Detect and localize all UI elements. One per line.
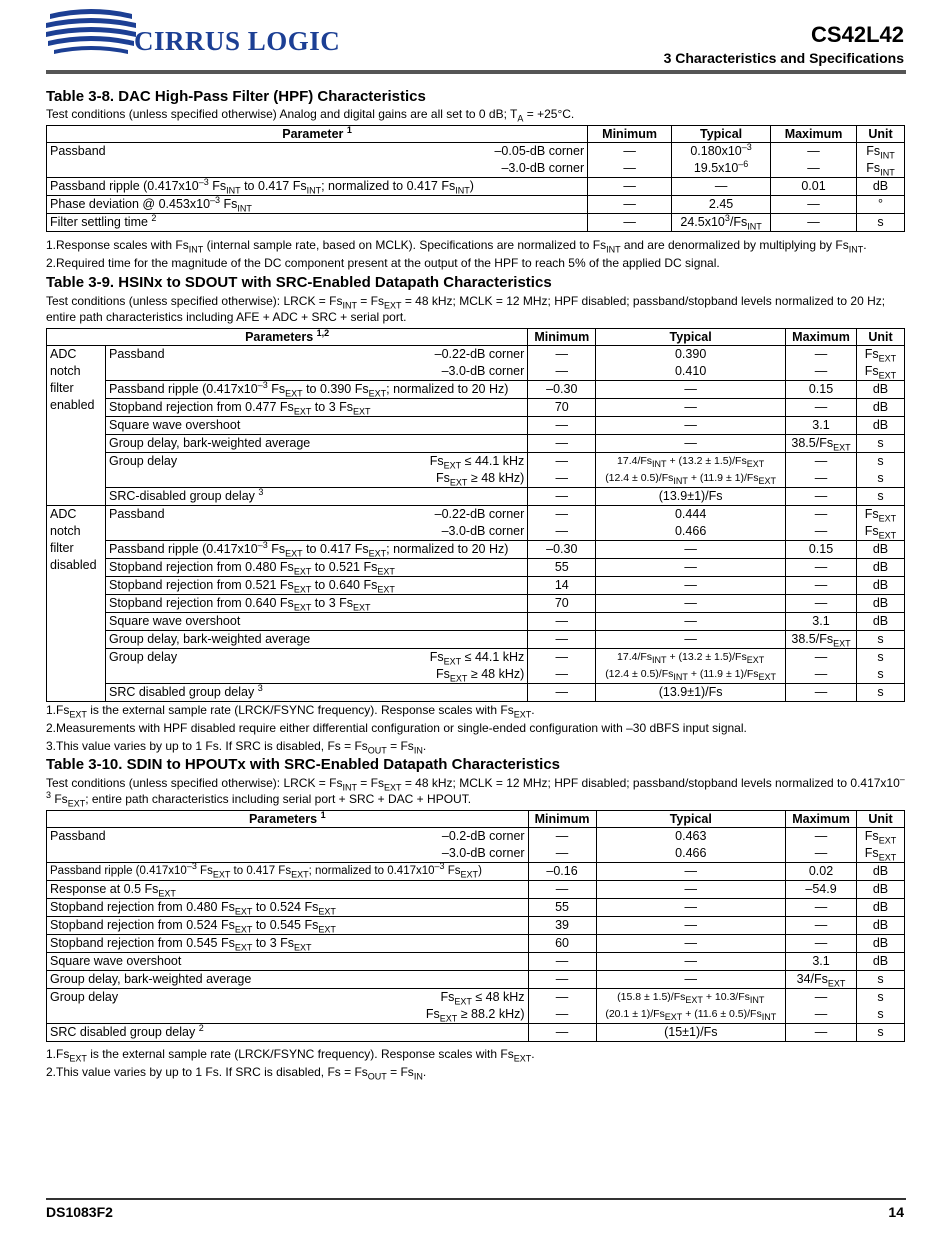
header-maximum: Maximum [786,811,857,828]
table-header-row [47,329,905,346]
table-row: Stopband rejection from 0.477 $Fs_{EXT}$ to 3 $Fs_{EXT}$ 70 — — dB [47,399,905,417]
table-row: SRC disabled group delay $^3$ — (13.9±1)/Fs — s [47,684,905,702]
table-row: Stopband rejection from 0.524 $Fs_{EXT}$ to 0.545 $Fs_{EXT}$ 39 — — dB [47,917,905,935]
table-3-9-footnotes [46,701,916,755]
table-row: Stopband rejection from 0.640 $Fs_{EXT}$ to 3 $Fs_{EXT}$ 70 — — dB [47,595,905,613]
header-maximum: Maximum [771,126,857,143]
group-label: ADC notch filter disabled [47,506,106,702]
footnote: 2.Measurements with HPF disabled require either differential configuration or single-ended configuration with –30 dBFS input signal. [46,721,747,735]
table-row: Group delay, bark-weighted average — — $34/Fs_{EXT}$ s [47,971,905,989]
table-3-10-footnotes [46,1045,916,1081]
footnote: 2.This value varies by up to 1 Fs. If SRC is disabled, $Fs = Fs_{OUT} = Fs_{IN}$. [46,1065,427,1082]
table-row: Passband ripple ($0.417x10^{-3}$ $Fs_{EXT}$ to 0.417 $Fs_{EXT}$; normalized to $0.417x10^{-3}$ $Fs_{EXT}$) –0.16 — 0.02 dB [47,863,905,881]
footnote: $1.Fs_{EXT}$ is the external sample rate (LRCK/FSYNC frequency). Response scales with $Fs_{EXT}$. [46,703,535,720]
table-row: ADC notch filter disabled Passband –0.22-dB corner –3.0-dB corner — — 0.444 0.466 — — $Fs_{EXT}$ $Fs_{EXT}$ [47,506,905,541]
header-parameters: Parameters $^{1,2}$ [47,329,528,346]
header-maximum: Maximum [786,329,857,346]
footer-rule [46,1198,906,1200]
footnote: 3.This value varies by up to 1 Fs. If SRC is disabled, $Fs = Fs_{OUT} = Fs_{IN}$. [46,739,427,756]
table-row: Stopband rejection from 0.521 $Fs_{EXT}$ to 0.640 $Fs_{EXT}$ 14 — — dB [47,577,905,595]
header-rule [46,70,906,74]
table-row: Group delay, bark-weighted average — — $38.5/Fs_{EXT}$ s [47,631,905,649]
footnote: 1.Response scales with $Fs_{INT}$ (internal sample rate, based on MCLK). Specifications are normalized to $Fs_{INT}$ and are denormalized by multiplying by $Fs_{INT}$. [46,238,867,255]
footnote: $1.Fs_{EXT}$ is the external sample rate (LRCK/FSYNC frequency). Response scales with $Fs_{EXT}$. [46,1047,535,1064]
table-row: Passband ripple ($0.417x10^{-3}$ $Fs_{EXT}$ to 0.417 $Fs_{EXT}$; normalized to 20 Hz) –0.30 — 0.15 dB [47,541,905,559]
header-typical: Typical [596,329,786,346]
table-row: Passband –0.2-dB corner –3.0-dB corner — — 0.463 0.466 — — $Fs_{EXT}$ $Fs_{EXT}$ [47,828,905,863]
table-3-9-title: Table 3-9. HSINx to SDOUT with SRC-Enabled Datapath Characteristics [46,274,552,291]
table-3-9 [46,328,905,702]
table-row: Stopband rejection from 0.480 $Fs_{EXT}$ to 0.521 $Fs_{EXT}$ 55 — — dB [47,559,905,577]
table-row: Square wave overshoot — — 3.1 dB [47,417,905,435]
header-minimum: Minimum [588,126,672,143]
table-3-9-conditions: Test conditions (unless specified otherwise): LRCK = $Fs_{INT} = Fs_{EXT} = 48$ kHz; MCLK = 12 MHz; HPF disabled; passband/stopband levels normalized to 20 Hz; entire path characteristics including AFE + ADC + SRC + serial port. [46,294,886,324]
table-row: Group delay $Fs_{EXT} \le 44.1$ kHz $Fs_{EXT} \ge 48$ kHz) — — $17.4/Fs_{INT} + (13.2 \pm 1.5)/Fs_{EXT}$ $(12.4 \pm 0.5)/Fs_{INT} + (11.9 \pm 1)/Fs_{EXT}$ — — s s [47,649,905,684]
table-3-8 [46,125,905,232]
table-row: ADC notch filter enabled Passband –0.22-dB corner –3.0-dB corner — — 0.390 0.410 — — $Fs_{EXT}$ $Fs_{EXT}$ [47,346,905,381]
page-number: 14 [888,1204,904,1220]
footnote: 2.Required time for the magnitude of the DC component present at the output of the HPF to reach 5% of the applied DC signal. [46,256,720,270]
table-row: Passband ripple ($0.417x10^{-3}$ $Fs_{INT}$ to 0.417 $Fs_{INT}$; normalized to 0.417 $Fs_{INT}$) — — 0.01 dB [47,178,905,196]
group-label: ADC notch filter enabled [47,346,106,506]
header-typical: Typical [596,811,786,828]
table-row: Group delay $Fs_{EXT} \le 48$ kHz $Fs_{EXT} \ge 88.2$ kHz) — — $(15.8 \pm 1.5)/Fs_{EXT} + 10.3/Fs_{INT}$ $(20.1 \pm 1)/Fs_{EXT} + (11.6 \pm 0.5)/Fs_{INT}$ — — s s [47,989,905,1024]
table-row: Stopband rejection from 0.545 $Fs_{EXT}$ to 3 $Fs_{EXT}$ 60 — — dB [47,935,905,953]
table-row: SRC disabled group delay $^2$ — (15±1)/Fs — s [47,1024,905,1042]
table-row: Phase deviation @ $0.453x10^{-3}$ $Fs_{INT}$ — 2.45 — ° [47,196,905,214]
header-typical: Typical [672,126,771,143]
table-3-8-footnotes [46,236,916,272]
table-row: Stopband rejection from 0.480 $Fs_{EXT}$ to 0.524 $Fs_{EXT}$ 55 — — dB [47,899,905,917]
table-3-8-conditions: Test conditions (unless specified otherwise) Analog and digital gains are all set to 0 dB; $T_A = +25^\circ C$. [46,107,575,124]
table-row: Filter settling time $^2$ — $24.5x10^3/Fs_{INT}$ — s [47,214,905,232]
document-number: DS1083F2 [46,1204,113,1220]
header-minimum: Minimum [528,329,596,346]
table-row: SRC-disabled group delay $^3$ — (13.9±1)/Fs — s [47,488,905,506]
header-unit: Unit [857,126,905,143]
table-3-10-conditions: Test conditions (unless specified otherwise): LRCK = $Fs_{INT} = Fs_{EXT} = 48$ kHz; MCLK = 12 MHz; HPF disabled; passband/stopband levels normalized to $0.417x10^{-3}$ $Fs_{EXT}$; entire path characteristics including serial port + SRC + DAC + HPOUT. [46,774,905,809]
document-id: CS42L42 [811,22,904,47]
cirrus-logic-logo [46,6,346,58]
header-unit: Unit [856,329,904,346]
header-unit: Unit [857,811,905,828]
table-3-8-title: Table 3-8. DAC High-Pass Filter (HPF) Characteristics [46,88,426,105]
header-parameter: Parameter $^1$ [47,126,588,143]
table-row: Passband –0.05-dB corner –3.0-dB corner — — $0.180x10^{-3}$ $19.5x10^{-6}$ — — $Fs_{INT}$ $Fs_{INT}$ [47,143,905,178]
section-title: 3 Characteristics and Specifications [663,50,904,66]
table-row: Group delay, bark-weighted average — — $38.5/Fs_{EXT}$ s [47,435,905,453]
table-row: Response at 0.5 $Fs_{EXT}$ — — –54.9 dB [47,881,905,899]
table-row: Group delay $Fs_{EXT} \le 44.1$ kHz $Fs_{EXT} \ge 48$ kHz) — — $17.4/Fs_{INT} + (13.2 \pm 1.5)/Fs_{EXT}$ $(12.4 \pm 0.5)/Fs_{INT} + (11.9 \pm 1)/Fs_{EXT}$ — — s s [47,453,905,488]
table-row: Passband ripple ($0.417x10^{-3}$ $Fs_{EXT}$ to 0.390 $Fs_{EXT}$; normalized to 20 Hz) –0.30 — 0.15 dB [47,381,905,399]
table-3-10 [46,810,905,1042]
header-parameters: Parameters $^1$ [47,811,529,828]
table-3-10-title: Table 3-10. SDIN to HPOUTx with SRC-Enabled Datapath Characteristics [46,756,560,773]
logo-swoosh-icon [46,6,136,58]
table-row: Square wave overshoot — — 3.1 dB [47,613,905,631]
table-header-row [47,811,905,828]
header-minimum: Minimum [528,811,596,828]
table-header-row [47,126,905,143]
table-row: Square wave overshoot — — 3.1 dB [47,953,905,971]
logo-wordmark: CIRRUS LOGIC [134,26,341,56]
